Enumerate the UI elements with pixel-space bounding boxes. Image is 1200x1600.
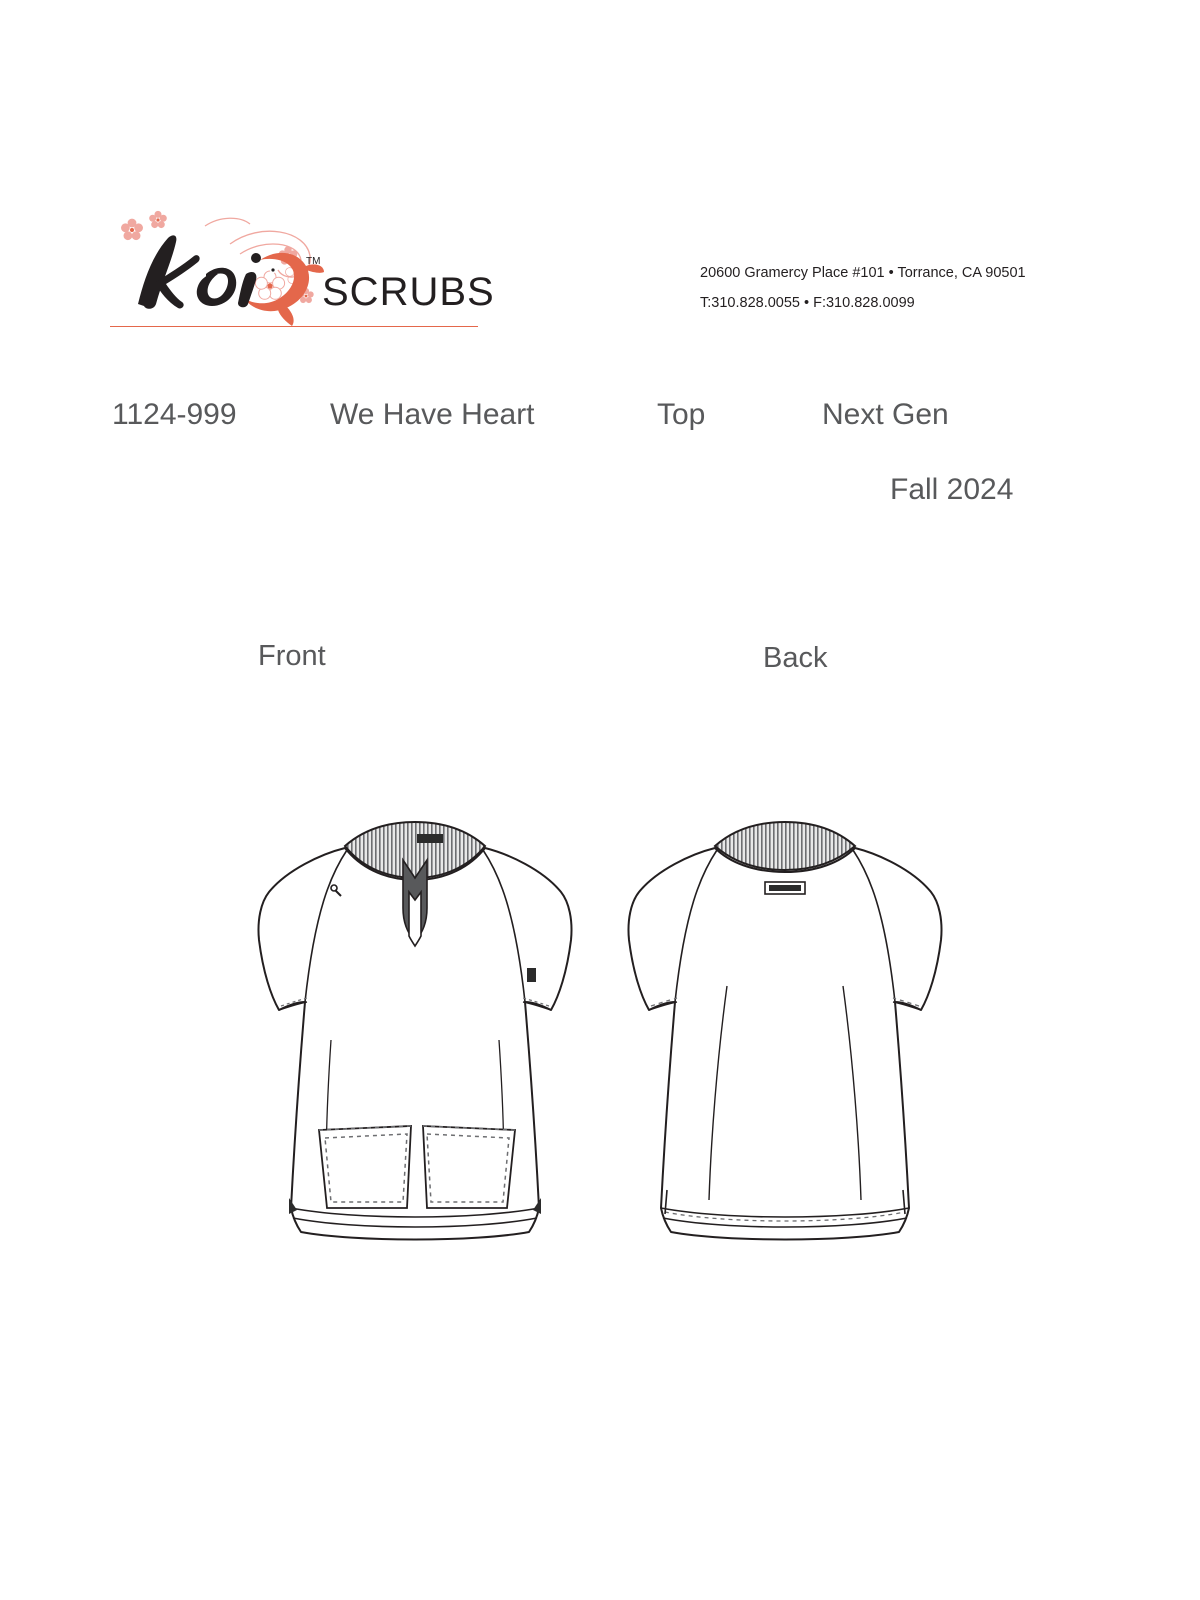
trademark-mark: TM [306,256,321,267]
company-contact [700,258,1100,318]
garment-front-illustration [235,800,595,1320]
document-header [0,200,1200,340]
company-phone: T:310.828.0055 • F:310.828.0099 [700,295,915,311]
garment-back-illustration [605,800,965,1320]
company-address: 20600 Gramercy Place #101 • Torrance, CA 90501 [700,265,1026,281]
style-number: 1124-999 [112,398,237,431]
technical-flat-artwork [0,760,1200,1320]
style-group: Next Gen [822,398,949,431]
style-info-row [0,398,1200,506]
logo-wordmark-scrubs: SCRUBS [322,270,495,314]
view-label-back: Back [763,642,828,674]
style-name: We Have Heart [330,398,535,431]
view-label-front: Front [258,640,326,672]
brand-logo [110,208,495,328]
style-type: Top [657,398,706,431]
style-season: Fall 2024 [890,473,1014,506]
logo-divider [110,326,478,327]
